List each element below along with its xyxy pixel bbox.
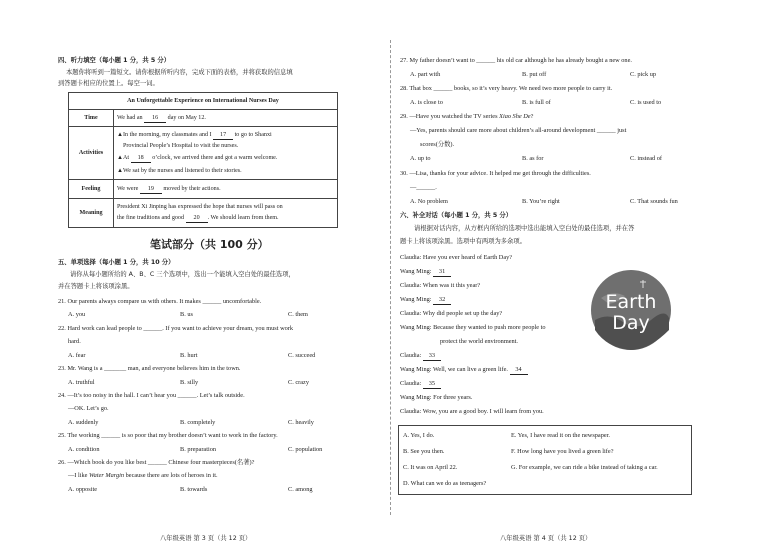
section5-title: 五、单项选择（每小题 1 分，共 10 分） [58,259,175,266]
q27-option-c[interactable]: C. pick up [630,71,657,78]
listening-table [68,92,338,228]
blank-33: 33 [423,352,441,361]
q21-option-c[interactable]: C. them [288,311,308,318]
dialogue-option-g[interactable]: G. For example, we can ride a bike instead of taking a car. [511,464,658,471]
q30-option-b[interactable]: B. You’re right [522,198,560,205]
blank-31: 31 [433,268,451,277]
earth-day-word-2: Day [612,312,650,334]
blank-35: 35 [423,380,441,389]
q23-option-b[interactable]: B. silly [180,379,199,386]
section6-title: 六、补全对话（每小题 1 分，共 5 分） [400,212,512,219]
q25-option-b[interactable]: B. preparation [180,446,217,453]
q22-option-c[interactable]: C. succeed [288,352,316,359]
dialogue-line-2: Wang Ming: 31 [400,268,451,277]
question-24: 24. —It’s too noisy in the hall. I can’t hear you ______. Let’s talk outside. [58,392,245,399]
section4-instruction-2: 到答题卡相应的位置上。每空一词。 [58,80,159,87]
earth-day-word-1: Earth [605,291,657,313]
section6-instruction: 请根据对话内容，从方框内所给的选项中选出能填入空白处的最佳选项，并在答 [414,225,635,232]
earth-day-illustration [589,268,673,352]
q29-option-a[interactable]: A. up to [410,155,431,162]
time-label: Time [69,110,114,127]
question-29: 29. —Have you watched the TV series Xiao She De? [400,113,534,120]
dialogue-option-a[interactable]: A. Yes, I do. [403,432,435,439]
blank-16: 16 [144,114,166,123]
q23-option-a[interactable]: A. truthful [68,379,95,386]
page-footer-left: 八年级英语 第 3 页（共 12 页） [160,535,252,542]
q28-option-c[interactable]: C. is used to [630,99,662,106]
feeling-label: Feeling [69,180,114,199]
section4-instruction: 本题你将听到一篇短文。请你根据所听内容，完成下面的表格，并将获取的信息填 [66,69,293,76]
q28-option-b[interactable]: B. is full of [522,99,551,106]
dialogue-option-c[interactable]: C. It was on April 22. [403,464,458,471]
dialogue-line-4: Wang Ming: 32 [400,296,451,305]
q27-option-b[interactable]: B. put off [522,71,547,78]
q28-option-a[interactable]: A. is close to [410,99,443,106]
question-22-cont: hard. [68,338,81,345]
q29-option-b[interactable]: B. as for [522,155,544,162]
q30-option-a[interactable]: A. No problem [410,198,448,205]
q23-option-c[interactable]: C. crazy [288,379,309,386]
dialogue-line-11: Claudia: Wow, you are a good boy. I will learn from you. [400,408,544,415]
question-25: 25. The working ______ is so poor that my brother doesn’t want to work in the factory. [58,432,278,439]
right-page [390,0,780,552]
dialogue-line-9: Claudia: 35 [400,380,441,389]
question-23: 23. Mr. Wang is a _______ man, and everyone believes him in the town. [58,365,241,372]
options-box [398,425,692,495]
q24-option-c[interactable]: C. heavily [288,419,314,426]
dialogue-line-5: Claudia: Why did people set up the day? [400,310,503,317]
meaning-label: Meaning [69,199,114,228]
q24-option-a[interactable]: A. suddenly [68,419,99,426]
q26-option-a[interactable]: A. opposite [68,486,98,493]
time-row: We had an 16 day on May 12. [114,110,338,127]
section6-instruction-2: 题卡上将该项涂黑。选项中有两项为多余项。 [400,238,526,245]
meaning-row: President Xi Jinping has expressed the hope that nurses will pass on the fine traditions and good 20 . We should learn from them. [114,199,338,228]
q22-option-b[interactable]: B. hurt [180,352,198,359]
question-30: 30. —Lisa, thanks for your advice. It helped me get through the difficulties. [400,170,591,177]
question-28: 28. That box ______ books, so it’s very heavy. We need two more people to carry it. [400,85,613,92]
q21-option-a[interactable]: A. you [68,311,86,318]
dialogue-option-f[interactable]: F. How long have you lived a green life? [511,448,614,455]
blank-34: 34 [510,366,528,375]
question-29-cont-2: scores(分数). [420,141,455,148]
dialogue-option-e[interactable]: E. Yes, I have read it on the newspaper. [511,432,610,439]
q22-option-a[interactable]: A. fear [68,352,86,359]
dialogue-line-3: Claudia: When was it this year? [400,282,481,289]
section5-instruction: 请你从每小题所给的 A、B、C 三个选项中，选出一个能填入空白处的最佳选项， [70,271,295,278]
dialogue-option-d[interactable]: D. What can we do as teenagers? [403,480,487,487]
question-22: 22. Hard work can lead people to ______. If you want to achieve your dream, you must work [58,325,294,332]
blank-32: 32 [433,296,451,305]
dialogue-line-10: Wang Ming: For three years. [400,394,473,401]
blank-17: 17 [213,131,233,140]
question-26-cont: —I like Water Margin because there are lots of heroes in it. [68,472,218,479]
q29-option-c[interactable]: C. instead of [630,155,663,162]
blank-18: 18 [131,154,151,163]
question-21: 21. Our parents always compare us with others. It makes ______ uncomfortable. [58,298,262,305]
dialogue-line-1: Claudia: Have you ever heard of Earth Day? [400,254,513,261]
q27-option-a[interactable]: A. part with [410,71,441,78]
question-27: 27. My father doesn’t want to ______ his old car although he has already bought a new one. [400,57,632,64]
feeling-row: We were 19 moved by their actions. [114,180,338,199]
dialogue-line-6: Wang Ming: Because they wanted to push more people to [400,324,546,331]
page-footer-right: 八年级英语 第 4 页（共 12 页） [500,535,592,542]
dialogue-line-7: Claudia: 33 [400,352,441,361]
q21-option-b[interactable]: B. us [180,311,193,318]
q25-option-a[interactable]: A. condition [68,446,100,453]
section4-title: 四、听力填空（每小题 1 分，共 5 分） [58,57,170,64]
question-24-cont: —OK. Let’s go. [68,405,109,412]
q24-option-b[interactable]: B. completely [180,419,216,426]
q26-option-c[interactable]: C. among [288,486,313,493]
dialogue-line-6-cont: protect the world environment. [440,338,518,345]
blank-19: 19 [140,185,162,194]
q25-option-c[interactable]: C. population [288,446,323,453]
section5-instruction-2: 并在答题卡上将该项涂黑。 [58,283,134,290]
question-26: 26. —Which book do you like best ______ Chinese four masterpieces(名著)? [58,459,255,466]
table-title: An Unforgettable Experience on International Nurses Day [69,93,338,110]
blank-20: 20 [186,214,208,223]
q30-option-c[interactable]: C. That sounds fun [630,198,678,205]
dialogue-option-b[interactable]: B. See you then. [403,448,445,455]
activities-label: Activities [69,127,114,180]
written-part-title: 笔试部分（共 100 分） [150,238,269,251]
question-30-cont: —______. [410,184,437,191]
activities-row: ▲In the morning, my classmates and I 17 to go to Shanxi Provincial People’s Hospital to visit the nurses. ▲At 18 o’clock, we arrived there and got a warm welcome. ▲We sat by the nurses and listened to their stories. [114,127,338,180]
question-29-cont: —Yes, parents should care more about children’s all-around development ______ just [410,127,627,134]
dialogue-line-8: Wang Ming: Well, we can live a green life. 34 [400,366,528,375]
q26-option-b[interactable]: B. towards [180,486,208,493]
